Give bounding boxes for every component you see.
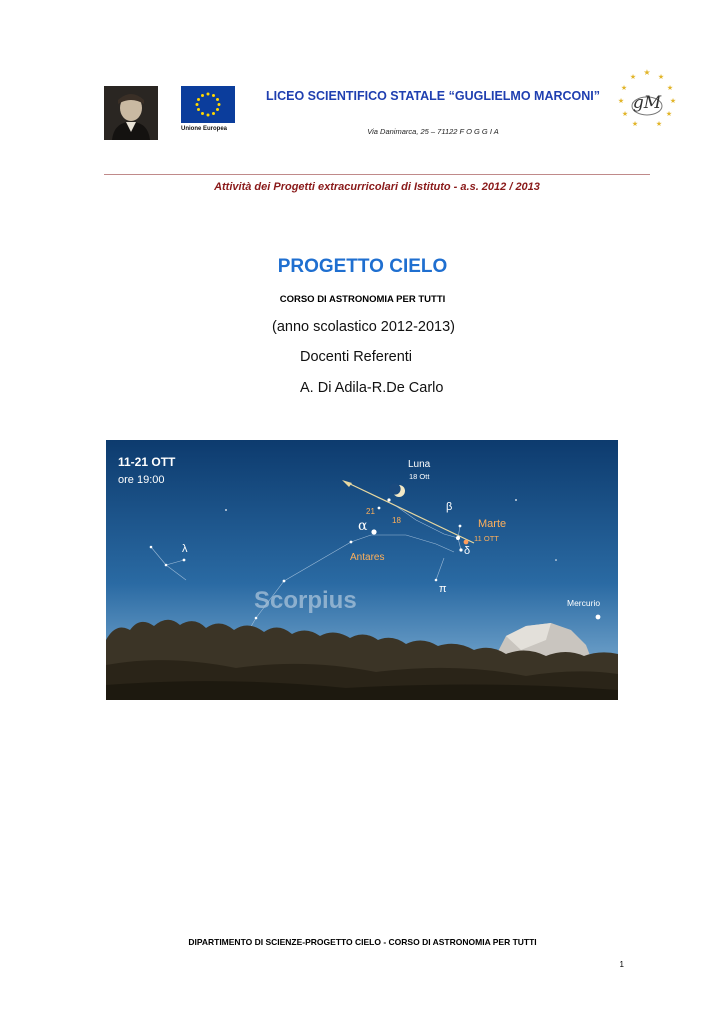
sky-chart-image (106, 440, 618, 700)
chart-time: ore 19:00 (118, 474, 165, 486)
marte-date: 11 OTT (474, 534, 499, 543)
svg-text:★: ★ (665, 110, 673, 118)
svg-text:★: ★ (631, 120, 639, 128)
svg-text:★: ★ (617, 97, 625, 105)
school-address: Via Danimarca, 25 – 71122 F O G G I A (367, 127, 499, 136)
page-title: PROGETTO CIELO (277, 256, 448, 277)
svg-text:★: ★ (629, 73, 637, 81)
svg-text:★: ★ (666, 84, 674, 92)
mercurio-label: Mercurio (567, 598, 601, 608)
logo-text: gM (632, 93, 662, 113)
page-subtitle: CORSO DI ASTRONOMIA PER TUTTI (279, 294, 446, 305)
eu-label: Unione Europea (181, 126, 228, 132)
luna-label: Luna (408, 459, 431, 470)
school-name: LICEO SCIENTIFICO STATALE “GUGLIELMO MARCONI” (265, 89, 600, 103)
marte-label: Marte (478, 518, 507, 530)
svg-text:★: ★ (655, 120, 663, 128)
school-year: (anno scolastico 2012-2013) (272, 319, 455, 335)
marconi-portrait (104, 86, 158, 140)
chart-date: 11-21 OTT (118, 455, 176, 469)
docenti-label: Docenti Referenti (300, 349, 413, 365)
svg-text:★: ★ (657, 73, 665, 81)
docenti-names: A. Di Adila-R.De Carlo (300, 380, 444, 396)
svg-text:★: ★ (669, 97, 677, 105)
luna-date: 18 Ott (409, 472, 430, 481)
svg-text:★: ★ (643, 68, 651, 77)
moon-pos-21: 21 (366, 507, 375, 516)
pi-label: π (439, 583, 447, 595)
activity-line: Attività dei Progetti extracurricolari di Istituto - a.s. 2012 / 2013 (214, 181, 540, 193)
page-footer: DIPARTIMENTO DI SCIENZE-PROGETTO CIELO - CORSO DI ASTRONOMIA PER TUTTI (188, 937, 537, 947)
page-number: 1 (619, 960, 624, 969)
antares-label: Antares (350, 552, 385, 563)
svg-text:★: ★ (621, 110, 629, 118)
delta-label: δ (464, 545, 471, 557)
moon-pos-18: 18 (392, 516, 401, 525)
alpha-label: α (358, 518, 368, 534)
eu-flag-logo (181, 86, 235, 123)
svg-text:★: ★ (620, 84, 628, 92)
school-logo (614, 66, 680, 132)
header-divider (104, 174, 650, 175)
beta-label: β (446, 501, 453, 513)
lambda-label: λ (182, 543, 188, 555)
constellation-label: Scorpius (254, 587, 357, 614)
mars-dot (464, 540, 469, 545)
